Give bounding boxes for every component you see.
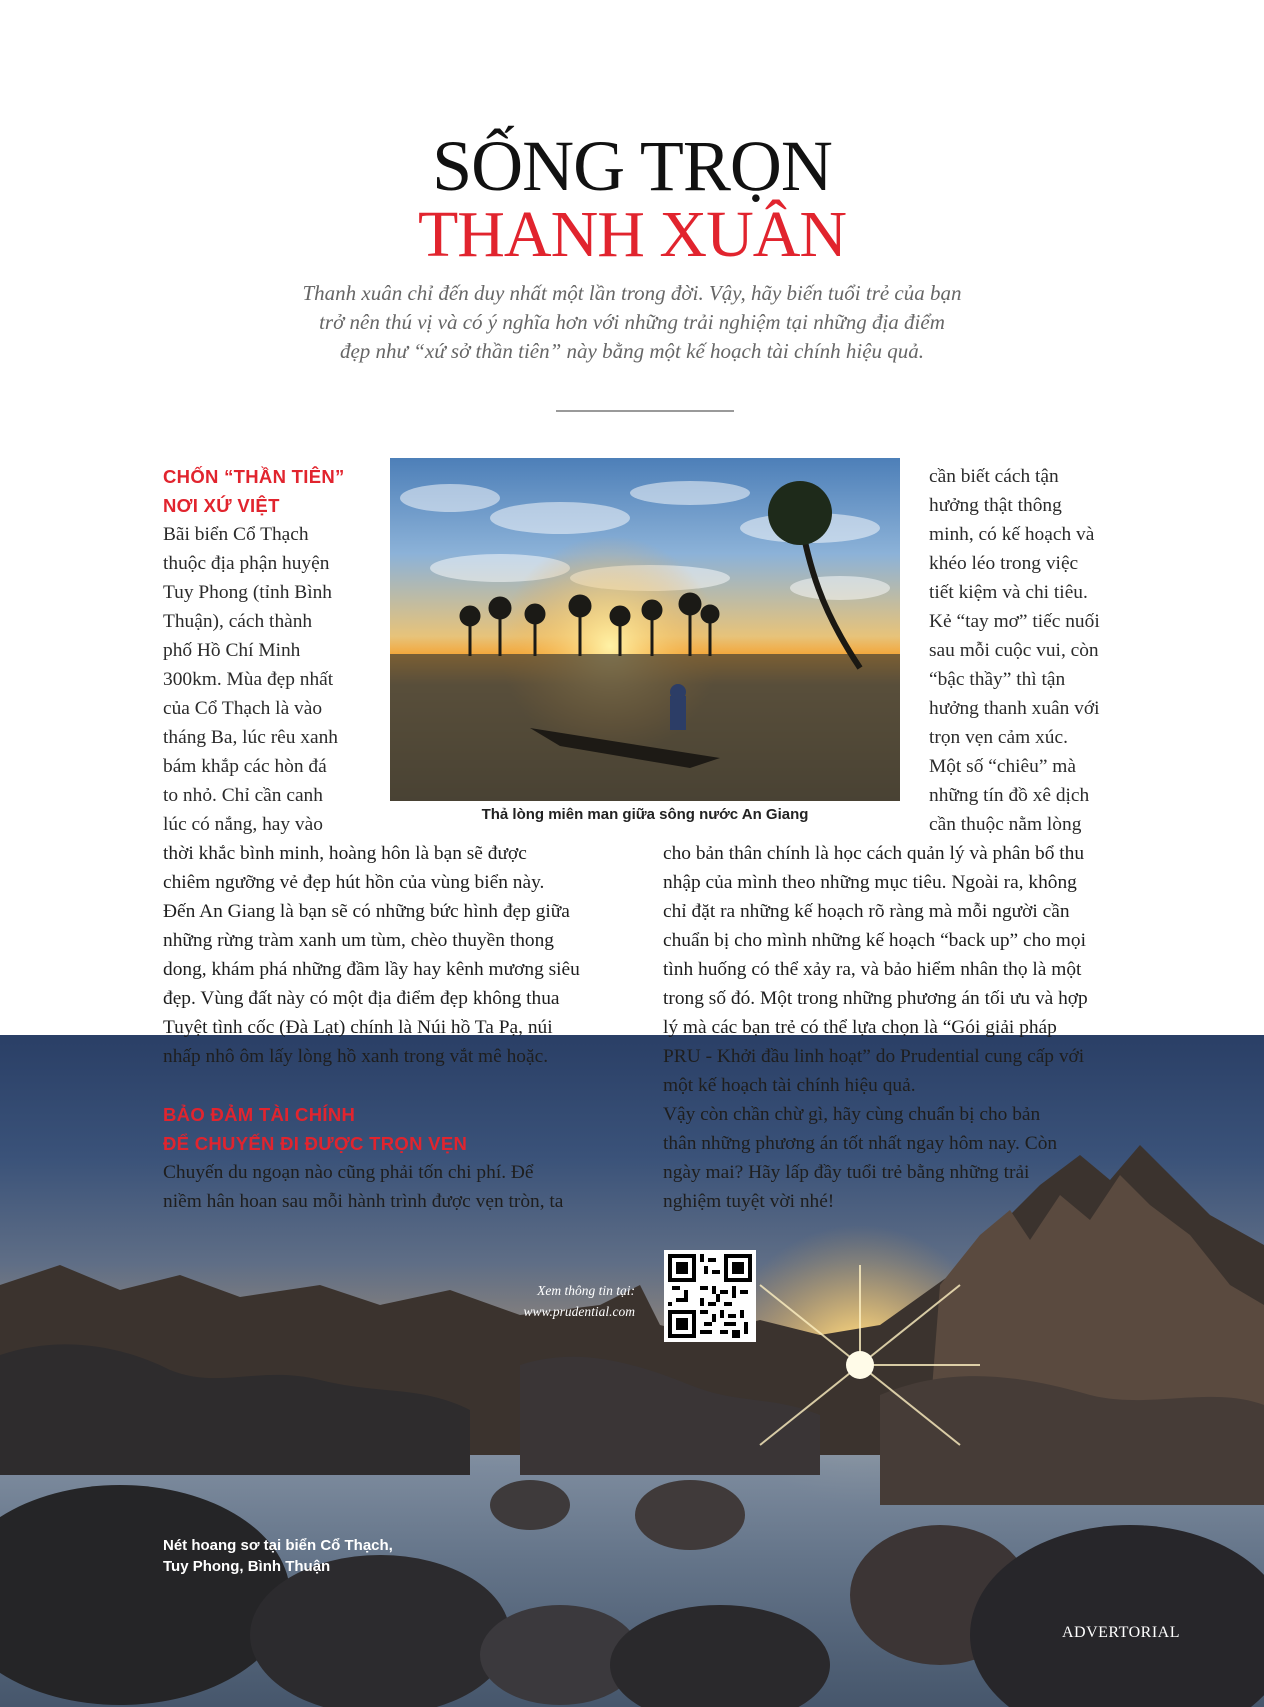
right-column-wide	[663, 839, 1133, 1216]
intro-line: đẹp như “xứ sở thần tiên” này bằng một kế hoạch tài chính hiệu quả.	[339, 339, 925, 363]
caption-line2: Tuy Phong, Bình Thuận	[163, 1558, 331, 1575]
body-line: những rừng tràm xanh um tùm, chèo thuyền thong	[163, 930, 554, 951]
page-title-line1: SỐNG TRỌN	[432, 126, 832, 206]
body-line: Vậy còn chần chừ gì, hãy cùng chuẩn bị cho bản	[663, 1104, 1041, 1125]
qr-code[interactable]	[664, 1250, 756, 1342]
body-line: đẹp. Vùng đất này có một địa điểm đẹp không thua	[163, 988, 560, 1009]
left-column-narrow	[163, 462, 375, 839]
paragraph-spacer	[163, 1071, 633, 1100]
body-line: niềm hân hoan sau mỗi hành trình được vẹn tròn, ta	[163, 1191, 564, 1212]
right-column-narrow	[929, 462, 1129, 839]
body-line: lúc có nắng, hay vào	[163, 814, 323, 835]
body-line: chiêm ngưỡng vẻ đẹp hút hồn của vùng biển này.	[163, 872, 545, 893]
section1-heading-line2: NƠI XỨ VIỆT	[163, 495, 280, 516]
qr-label-line1: Xem thông tin tại:	[537, 1283, 635, 1298]
body-line: dong, khám phá những đầm lầy hay kênh mương siêu	[163, 959, 580, 980]
body-line: chuẩn bị cho mình những kế hoạch “back up” cho mọi	[663, 930, 1086, 951]
body-line: tháng Ba, lúc rêu xanh	[163, 727, 338, 748]
body-line: khéo léo trong việc	[929, 553, 1079, 574]
body-line: minh, có kế hoạch và	[929, 524, 1095, 545]
body-line: thời khắc bình minh, hoàng hôn là bạn sẽ được	[163, 843, 527, 864]
qr-code-icon	[668, 1254, 752, 1338]
body-line: cho bản thân chính là học cách quản lý và phân bổ thu	[663, 843, 1085, 864]
photo-caption: Thả lòng miên man giữa sông nước An Giang	[481, 806, 809, 823]
body-line: hưởng thanh xuân với	[929, 698, 1100, 719]
body-line: 300km. Mùa đẹp nhất	[163, 669, 334, 690]
body-line: Tuy Phong (tỉnh Bình	[163, 582, 332, 603]
intro-line: Thanh xuân chỉ đến duy nhất một lần trong đời. Vậy, hãy biến tuổi trẻ của bạn	[302, 281, 962, 305]
body-line: Một số “chiêu” mà	[929, 756, 1077, 777]
body-line: bám khắp các hòn đá	[163, 756, 327, 777]
body-line: thuộc địa phận huyện	[163, 553, 330, 574]
intro-paragraph	[250, 279, 1014, 366]
body-line: Kẻ “tay mơ” tiếc nuối	[929, 611, 1100, 632]
qr-website-link[interactable]: www.prudential.com	[523, 1304, 635, 1319]
body-line: tình huống có thể xảy ra, và bảo hiểm nhân thọ là một	[663, 959, 1082, 980]
body-line: tiết kiệm và chi tiêu.	[929, 582, 1088, 603]
section2-heading-line2: ĐỂ CHUYẾN ĐI ĐƯỢC TRỌN VẸN	[163, 1133, 468, 1154]
left-column-wide	[163, 839, 633, 1216]
caption-line1: Nét hoang sơ tại biển Cổ Thạch,	[163, 1537, 393, 1554]
body-line: những tín đồ xê dịch	[929, 785, 1090, 806]
qr-label	[470, 1280, 635, 1322]
an-giang-photo	[390, 458, 900, 801]
body-line: chỉ đặt ra những kế hoạch rõ ràng mà mỗi người cần	[663, 901, 1070, 922]
body-line: một kế hoạch tài chính hiệu quả.	[663, 1075, 916, 1096]
body-line: nhập của mình theo những mục tiêu. Ngoài ra, không	[663, 872, 1077, 893]
an-giang-photo-art	[390, 458, 900, 801]
body-line: “bậc thầy” thì tận	[929, 669, 1066, 690]
section1-heading-line1: CHỐN “THẦN TIÊN”	[163, 466, 345, 487]
body-line: Chuyến du ngoạn nào cũng phải tốn chi phí. Để	[163, 1162, 534, 1183]
body-line: hưởng thật thông	[929, 495, 1062, 516]
body-line: của Cổ Thạch là vào	[163, 698, 323, 719]
background-photo-caption	[163, 1535, 463, 1577]
body-line: phố Hồ Chí Minh	[163, 640, 301, 661]
page-title-line2: THANH XUÂN	[417, 198, 847, 271]
body-line: lý mà các bạn trẻ có thể lựa chọn là “Gói giải pháp	[663, 1017, 1057, 1038]
body-line: trọn vẹn cảm xúc.	[929, 727, 1068, 748]
body-line: Thuận), cách thành	[163, 611, 313, 632]
body-line: Tuyệt tình cốc (Đà Lạt) chính là Núi hồ Ta Pạ, núi	[163, 1017, 553, 1038]
body-line: Bãi biển Cổ Thạch	[163, 524, 309, 545]
intro-line: trở nên thú vị và có ý nghĩa hơn với những trải nghiệm tại những địa điểm	[319, 310, 945, 334]
title-divider	[556, 410, 734, 412]
body-line: cần biết cách tận	[929, 466, 1059, 487]
body-line: nhấp nhô ôm lấy lòng hồ xanh trong vắt mê hoặc.	[163, 1046, 549, 1067]
body-line: nghiệm tuyệt vời nhé!	[663, 1191, 835, 1212]
body-line: to nhỏ. Chỉ cần canh	[163, 785, 323, 806]
body-line: trong số đó. Một trong những phương án tối ưu và hợp	[663, 988, 1088, 1009]
body-line: sau mỗi cuộc vui, còn	[929, 640, 1099, 661]
body-line: Đến An Giang là bạn sẽ có những bức hình đẹp giữa	[163, 901, 570, 922]
body-line: PRU - Khởi đầu linh hoạt” do Prudential cung cấp với	[663, 1046, 1085, 1067]
advertorial-tag: ADVERTORIAL	[1061, 1624, 1180, 1641]
body-line: cần thuộc nằm lòng	[929, 814, 1082, 835]
section2-heading-line1: BẢO ĐẢM TÀI CHÍNH	[163, 1104, 356, 1125]
body-line: thân những phương án tốt nhất ngay hôm nay. Còn	[663, 1133, 1058, 1154]
body-line: ngày mai? Hãy lấp đầy tuổi trẻ bằng những trải	[663, 1162, 1030, 1183]
